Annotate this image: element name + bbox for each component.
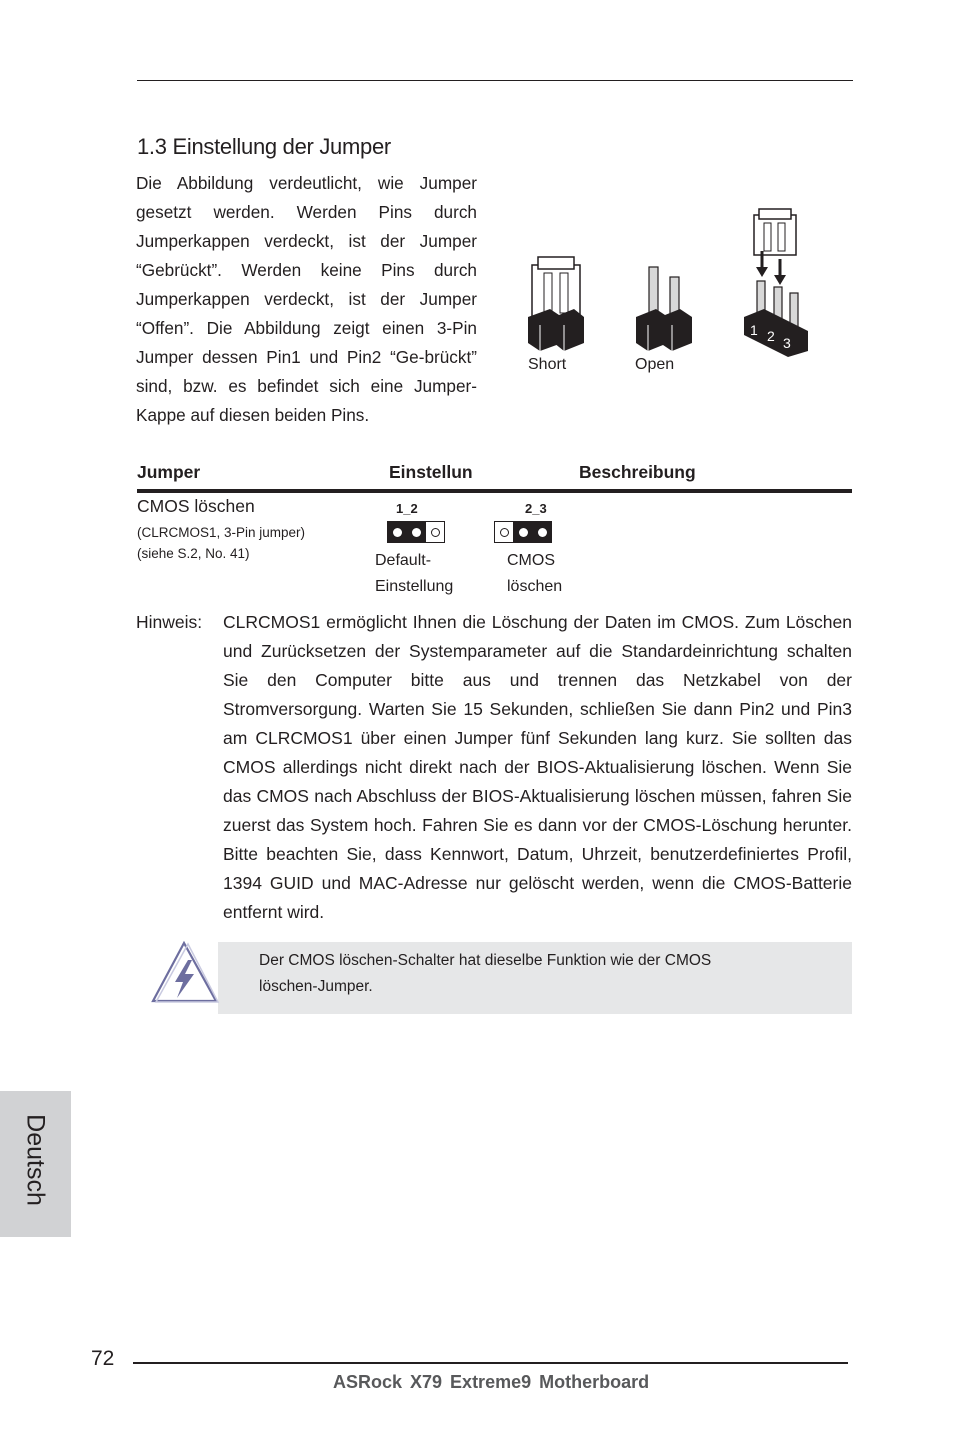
pin-number-2: 2: [767, 328, 775, 344]
table-rule: [137, 489, 852, 493]
short-jumper-icon: [528, 257, 584, 351]
pin-closed-icon: [532, 521, 552, 543]
pin-open-icon: [494, 521, 514, 543]
pin-open-icon: [425, 521, 445, 543]
pin-closed-icon: [406, 521, 426, 543]
note-line2: löschen-Jumper.: [259, 977, 373, 995]
jumper-name: CMOS löschen: [137, 496, 255, 516]
jumper-illustration: [518, 205, 818, 385]
note-line1: Der CMOS löschen-Schalter hat dieselbe Funktion wie der CMOS: [259, 952, 712, 969]
setting-b-caption: [507, 548, 562, 599]
open-jumper-icon: [636, 267, 692, 351]
setting-a-pin-header: [387, 521, 444, 545]
pin-number-3: 3: [783, 335, 791, 351]
language-label: Deutsch: [21, 1114, 50, 1206]
setting-b-pins: 2_3: [525, 501, 547, 516]
intro-paragraph: Die Abbildung verdeutlicht, wie Jumper gesetzt werden. Werden Pins durch Jumperkappen verdeckt, ist der Jumper “Gebrückt”. Werden keine Pins durch Jumperkappen verdeckt, ist der Jumper “Offen”. Die Abbildung zeigt einen 3-Pin Jumper dessen Pin1 und Pin2 “Ge-brückt” sind, bzw. es befindet sich eine Jumper-Kappe auf diesen beiden Pins.: [136, 173, 477, 425]
warning-lightning-icon: [150, 940, 220, 1006]
header-rule: [137, 80, 853, 81]
pin-closed-icon: [387, 521, 407, 543]
table-header-setting: Einstellun: [389, 462, 473, 482]
footer-title: ASRock X79 Extreme9 Motherboard: [333, 1372, 650, 1392]
jumper-detail: (CLRCMOS1, 3-Pin jumper): [137, 525, 306, 540]
page-number: 72: [91, 1347, 115, 1370]
hinweis-label: Hinweis:: [136, 612, 203, 632]
note-text: [259, 948, 819, 999]
table-header-jumper: Jumper: [137, 462, 201, 482]
setting-a-caption: [375, 548, 453, 599]
hinweis-text: CLRCMOS1 ermöglicht Ihnen die Löschung der Daten im CMOS. Zum Löschen und Zurücksetzen der Systemparameter auf die Standardeinrichtung schalten Sie den Computer bitte aus und trennen das Netzkabel von der Stromversorgung. Warten Sie 15 Sekunden, schließen Sie dann Pin2 und Pin3 am CLRCMOS1 über einen Jumper fünf Sekunden lang kurz. Sie sollten das CMOS allerdings nicht direkt nach der BIOS-Aktualisierung löschen. Wenn Sie das CMOS nach Abschluss der BIOS-Aktualisierung löschen müssen, fahren Sie zuerst das System hoch. Fahren Sie es dann vor der CMOS-Löschung herunter. Bitte beachten Sie, dass Kennwort, Datum, Uhrzeit, benutzerdefiniertes Profil, 1394 GUID und MAC-Adresse nur gelöscht werden, wenn die CMOS-Batterie entfernt wird.: [223, 612, 852, 922]
setting-b-caption-line2: löschen: [507, 577, 563, 595]
table-header-description: Beschreibung: [579, 462, 696, 482]
setting-a-pins: 1_2: [396, 501, 418, 516]
setting-a-caption-line2: Einstellung: [375, 577, 454, 595]
setting-a-caption-line1: Default-: [375, 552, 432, 569]
pin-number-1: 1: [750, 322, 758, 338]
setting-b-pin-header: [494, 521, 551, 545]
jumper-reference: (siehe S.2, No. 41): [137, 546, 250, 561]
setting-b-caption-line1: CMOS: [507, 552, 555, 569]
pin-closed-icon: [513, 521, 533, 543]
section-title: 1.3 Einstellung der Jumper: [137, 134, 391, 159]
short-label: Short: [528, 356, 567, 373]
open-label: Open: [635, 356, 675, 373]
footer-rule: [133, 1362, 848, 1364]
